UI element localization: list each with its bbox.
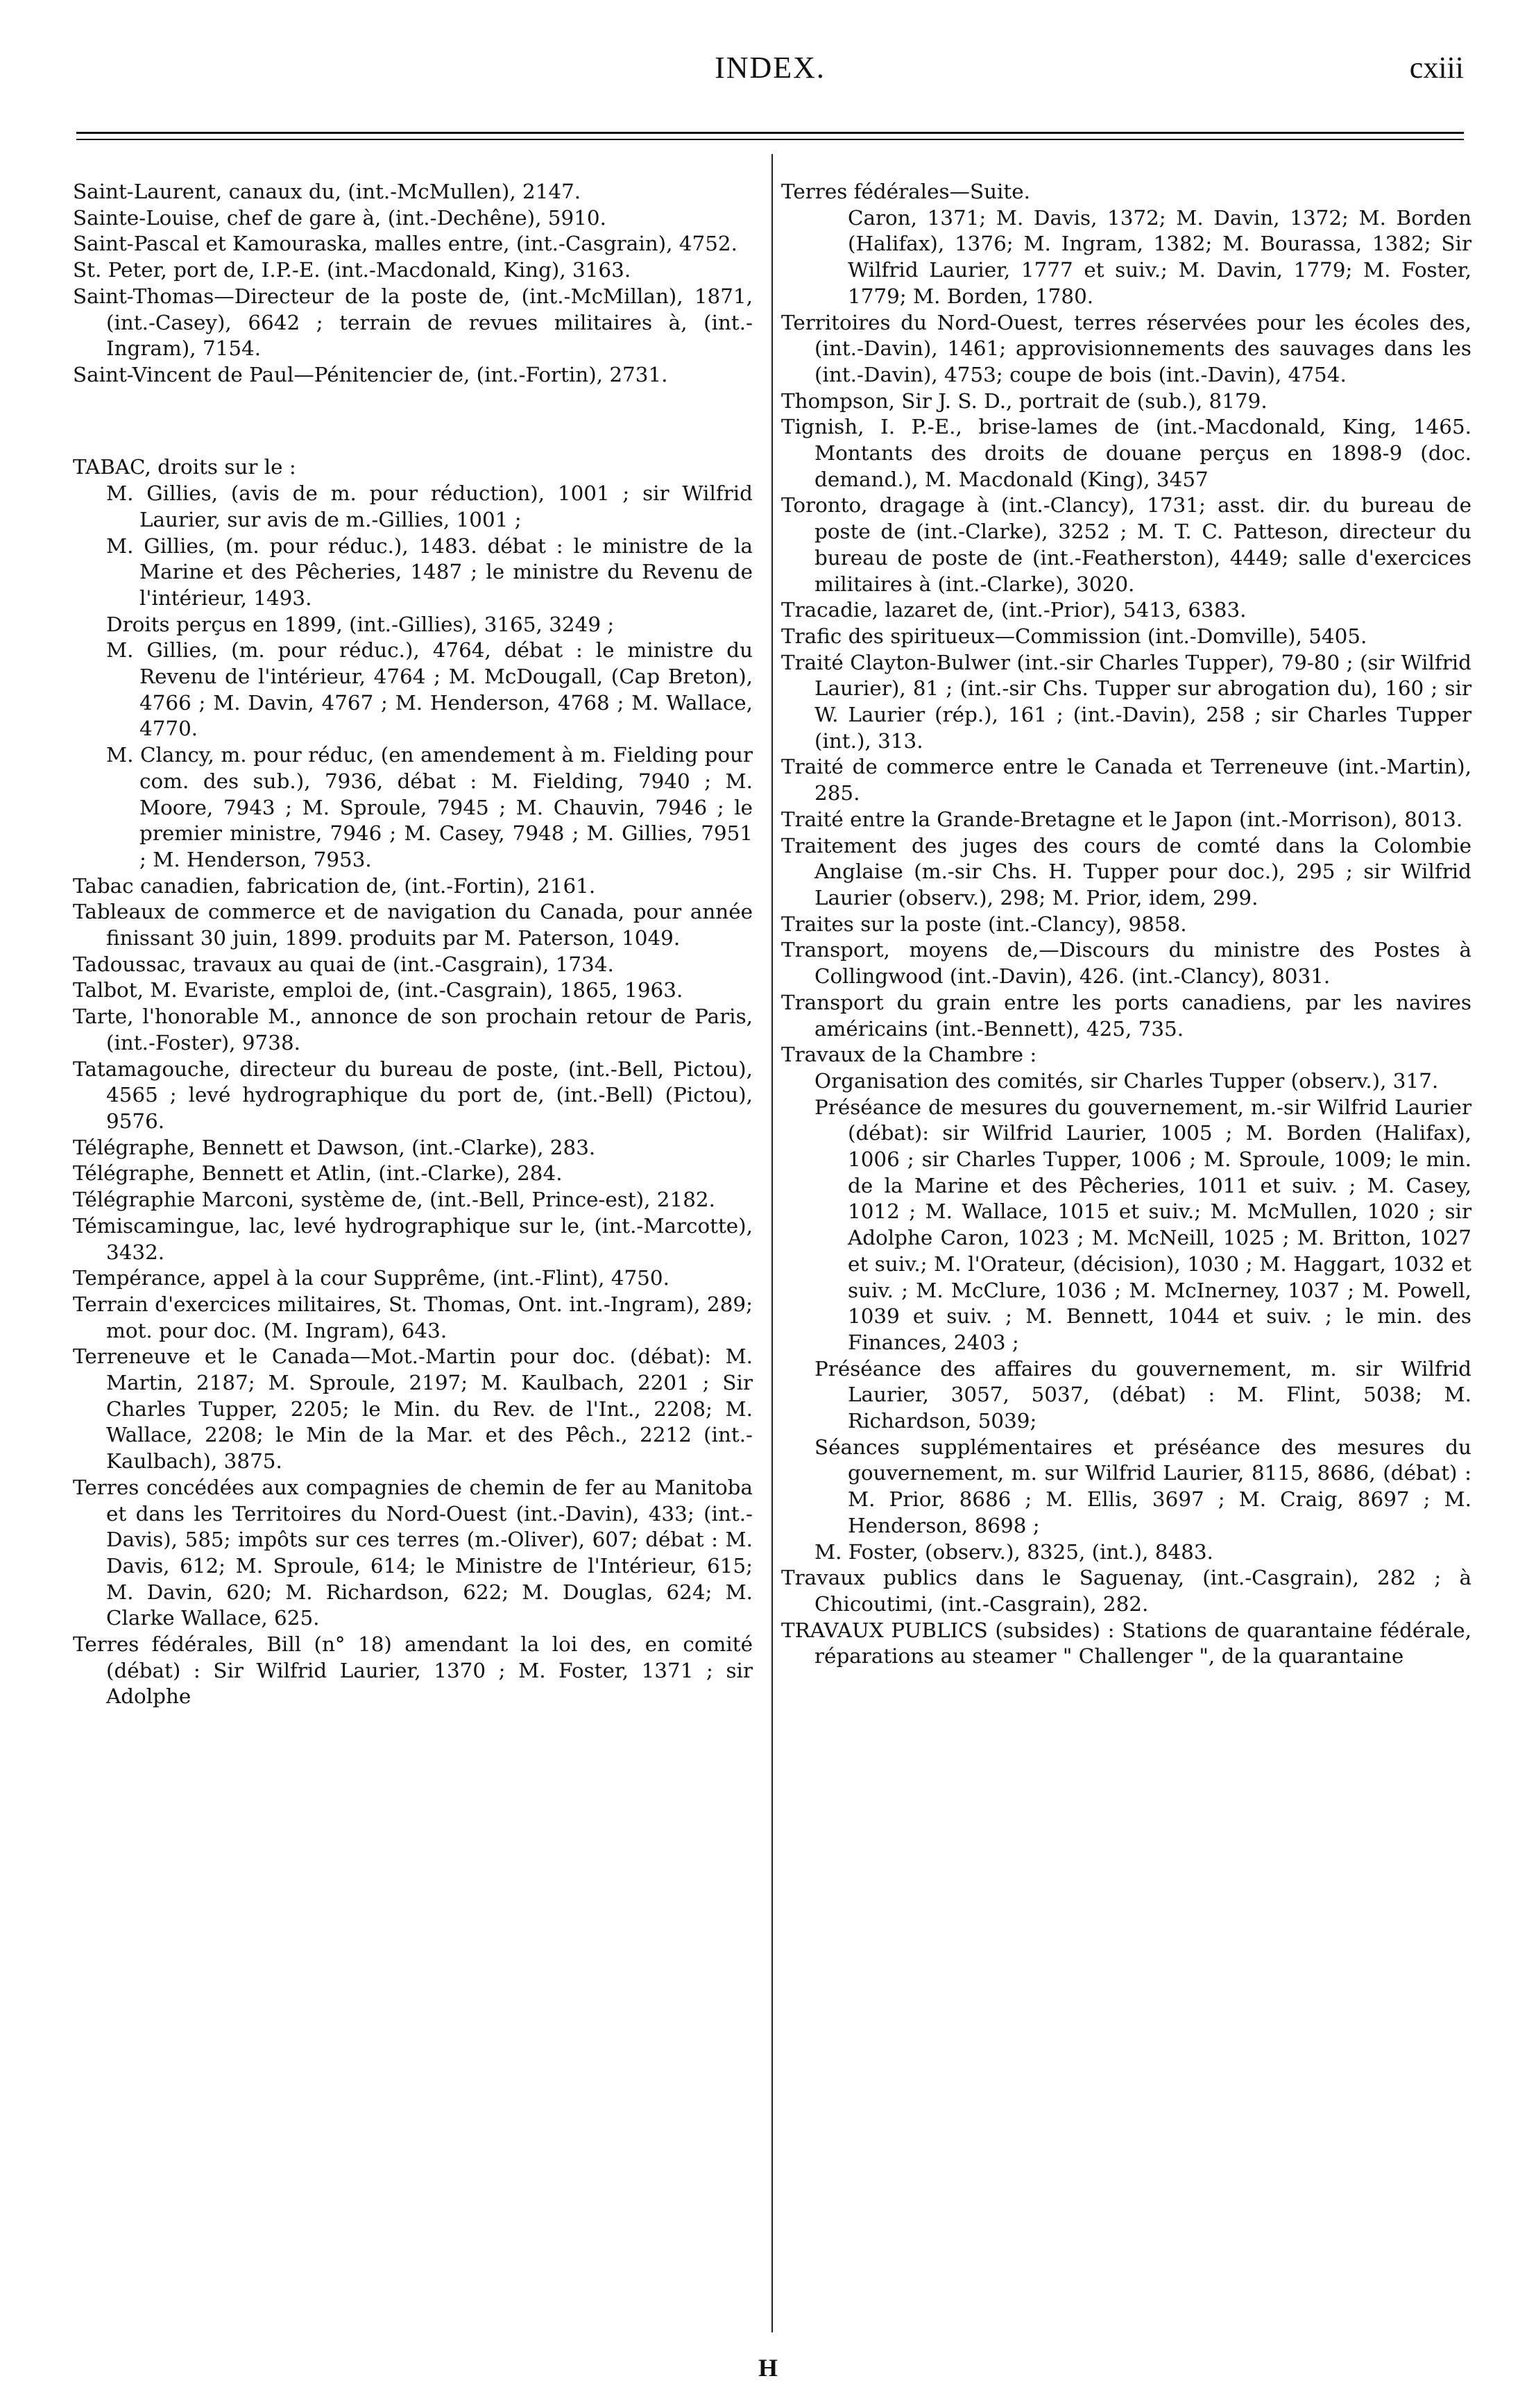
index-entry: Tempérance, appel à la cour Supprême, (int.-Flint), 4750. [73,1266,669,1290]
signature-mark: H [758,2354,778,2382]
index-entry: Préséance de mesures du gouvernement, m.-sir Wilfrid Laurier (débat): sir Wilfrid Laurier, 1005 ; M. Borden (Halifax), 1006 ; sir Charles Tupper, 1006 ; M. Sproule, 1009; le min. de la Marine et des Pêcheries, 1011 et suiv. ; M. Casey, 1012 ; M. Wallace, 1015 et suiv.; M. McMullen, 1020 ; sir Adolphe Caron, 1023 ; M. McNeill, 1025 ; M. Britton, 1027 et suiv.; M. l'Orateur, (décision), 1030 ; M. Haggart, 1032 et suiv. ; M. McClure, 1036 ; M. McInerney, 1037 ; M. Powell, 1039 et suiv. ; M. Bennett, 1044 et suiv. ; le min. des Finances, 2403 ; [814,1095,1471,1354]
index-entry: Saint-Thomas—Directeur de la poste de, (int.-McMillan), 1871, (int.-Casey), 6642 ; terrain de revues militaires à, (int.-Ingram), 7154. [73,284,753,361]
index-entry: TABAC, droits sur le : [73,455,296,479]
index-entry: Sainte-Louise, chef de gare à, (int.-Dechêne), 5910. [73,205,606,230]
index-entry: M. Gillies, (avis de m. pour réduction), 1001 ; sir Wilfrid Laurier, sur avis de m.-Gillies, 1001 ; [106,481,753,531]
index-entry: Tadoussac, travaux au quai de (int.-Casgrain), 1734. [73,952,614,976]
page-header [76,50,1464,105]
index-entry: Tatamagouche, directeur du bureau de poste, (int.-Bell, Pictou), 4565 ; levé hydrographique du port de, (int.-Bell) (Pictou), 9576. [73,1057,753,1133]
index-entry: Thompson, Sir J. S. D., portrait de (sub.), 8179. [781,388,1268,413]
index-entry: Terrain d'exercices militaires, St. Thomas, Ont. int.-Ingram), 289; mot. pour doc. (M. Ingram), 643. [73,1292,753,1342]
index-entry: Transport, moyens de,—Discours du ministre des Postes à Collingwood (int.-Davin), 426. (int.-Clancy), 8031. [781,938,1471,989]
column-divider [771,154,773,2332]
index-entry: Télégraphe, Bennett et Dawson, (int.-Clarke), 283. [73,1135,596,1159]
right-column [781,179,1471,1670]
left-column [73,179,753,1710]
page-number: cxiii [1409,51,1464,85]
index-entry: Traites sur la poste (int.-Clancy), 9858. [781,912,1187,936]
index-entry: Trafic des spiritueux—Commission (int.-Domville), 5405. [781,624,1367,648]
header-rule-top [76,132,1464,134]
index-entry: M. Clancy, m. pour réduc, (en amendement à m. Fielding pour com. des sub.), 7936, débat : M. Fielding, 7940 ; M. Moore, 7943 ; M. Sproule, 7945 ; M. Chauvin, 7946 ; le premier ministre, 7946 ; M. Casey, 7948 ; M. Gillies, 7951 ; M. Henderson, 7953. [106,743,753,871]
index-entry: Saint-Vincent de Paul—Pénitencier de, (int.-Fortin), 2731. [73,362,668,386]
index-entry: Traité Clayton-Bulwer (int.-sir Charles Tupper), 79-80 ; (sir Wilfrid Laurier), 81 ; (int.-sir Chs. Tupper sur abrogation du), 160 ; sir W. Laurier (rép.), 161 ; (int.-Davin), 258 ; sir Charles Tupper (int.), 313. [781,650,1471,753]
index-entry: Talbot, M. Evariste, emploi de, (int.-Casgrain), 1865, 1963. [73,978,683,1002]
index-entry: Traité de commerce entre le Canada et Terreneuve (int.-Martin), 285. [781,755,1471,805]
index-entry: Tignish, I. P.-E., brise-lames de (int.-Macdonald, King, 1465. Montants des droits de douane perçus en 1898-9 (doc. demand.), M. Macdonald (King), 3457 [781,415,1471,491]
index-entry: Traitement des juges des cours de comté dans la Colombie Anglaise (m.-sir Chs. H. Tupper pour doc.), 295 ; sir Wilfrid Laurier (observ.), 298; M. Prior, idem, 299. [781,833,1471,910]
index-entry: Traité entre la Grande-Bretagne et le Japon (int.-Morrison), 8013. [781,807,1463,831]
entry-spacer [73,409,753,434]
index-entry: Territoires du Nord-Ouest, terres réservées pour les écoles des, (int.-Davin), 1461; approvisionnements des sauvages dans les (int.-Davin), 4753; coupe de bois (int.-Davin), 4754. [781,310,1471,386]
index-entry: Tracadie, lazaret de, (int.-Prior), 5413, 6383. [781,598,1247,622]
index-entry: Terres fédérales, Bill (n° 18) amendant la loi des, en comité (débat) : Sir Wilfrid Laurier, 1370 ; M. Foster, 1371 ; sir Adolphe [73,1632,753,1709]
index-entry: Télégraphe, Bennett et Atlin, (int.-Clarke), 284. [73,1161,563,1186]
index-entry: Terres concédées aux compagnies de chemin de fer au Manitoba et dans les Territoires du Nord-Ouest (int.-Davin), 433; (int.-Davis), 585; impôts sur ces terres (m.-Oliver), 607; débat : M. Davis, 612; M. Sproule, 614; le Ministre de l'Intérieur, 615; M. Davin, 620; M. Richardson, 622; M. Douglas, 624; M. Clarke Wallace, 625. [73,1475,753,1630]
index-entry: Terres fédérales—Suite. [781,180,1030,203]
index-entry: Toronto, dragage à (int.-Clancy), 1731; asst. dir. du bureau de poste de (int.-Clarke), 3252 ; M. T. C. Patteson, directeur du bureau de poste de (int.-Featherston), 4449; salle d'exercices militaires à (int.-Clarke), 3020. [781,493,1471,596]
index-entry: Séances supplémentaires et préséance des mesures du gouvernement, m. sur Wilfrid Laurier, 8115, 8686, (débat) : M. Prior, 8686 ; M. Ellis, 3697 ; M. Craig, 8697 ; M. Henderson, 8698 ; [814,1435,1471,1537]
index-entry: Témiscamingue, lac, levé hydrographique sur le, (int.-Marcotte), 3432. [73,1213,753,1264]
index-entry: Travaux de la Chambre : [781,1043,1037,1067]
index-entry: Préséance des affaires du gouvernement, m. sir Wilfrid Laurier, 3057, 5037, (débat) : M. Flint, 5038; M. Richardson, 5039; [814,1356,1471,1433]
index-entry: Tabac canadien, fabrication de, (int.-Fortin), 2161. [73,873,596,898]
index-entry: Caron, 1371; M. Davis, 1372; M. Davin, 1372; M. Borden (Halifax), 1376; M. Ingram, 1382; M. Bourassa, 1382; Sir Wilfrid Laurier, 1777 et suiv.; M. Davin, 1779; M. Foster, 1779; M. Borden, 1780. [848,205,1471,308]
index-entry: M. Gillies, (m. pour réduc.), 4764, débat : le ministre du Revenu de l'intérieur, 4764 ; M. McDougall, (Cap Breton), 4766 ; M. Davin, 4767 ; M. Henderson, 4768 ; M. Wallace, 4770. [106,638,753,741]
index-entry: M. Gillies, (m. pour réduc.), 1483. débat : le ministre de la Marine et des Pêcheries, 1487 ; le ministre du Revenu de l'intérieur, 1493. [106,533,753,610]
index-entry: Droits perçus en 1899, (int.-Gillies), 3165, 3249 ; [106,612,615,636]
index-entry: Travaux publics dans le Saguenay, (int.-Casgrain), 282 ; à Chicoutimi, (int.-Casgrain), 282. [781,1566,1471,1616]
index-entry: St. Peter, port de, I.P.-E. (int.-Macdonald, King), 3163. [73,258,631,282]
index-entry: Saint-Laurent, canaux du, (int.-McMullen), 2147. [73,180,581,203]
index-entry: TRAVAUX PUBLICS (subsides) : Stations de quarantaine fédérale, réparations au steamer " Challenger ", de la quarantaine [781,1618,1471,1668]
index-entry: Tableaux de commerce et de navigation du Canada, pour année finissant 30 juin, 1899. produits par M. Paterson, 1049. [73,900,753,950]
index-entry: Terreneuve et le Canada—Mot.-Martin pour doc. (débat): M. Martin, 2187; M. Sproule, 2197; M. Kaulbach, 2201 ; Sir Charles Tupper, 2205; le Min. du Rev. de l'Int., 2208; M. Wallace, 2208; le Min de la Mar. et des Pêch., 2212 (int.-Kaulbach), 3875. [73,1344,753,1474]
header-rule-bottom [76,139,1464,140]
index-entry: Saint-Pascal et Kamouraska, malles entre, (int.-Casgrain), 4752. [73,232,737,256]
index-entry: M. Foster, (observ.), 8325, (int.), 8483. [814,1539,1213,1564]
index-entry: Télégraphie Marconi, système de, (int.-Bell, Prince-est), 2182. [73,1188,715,1212]
index-entry: Organisation des comités, sir Charles Tupper (observ.), 317. [814,1068,1439,1093]
page-title: INDEX. [715,51,826,85]
index-entry: Tarte, l'honorable M., annonce de son prochain retour de Paris, (int.-Foster), 9738. [73,1005,753,1054]
index-entry: Transport du grain entre les ports canadiens, par les navires américains (int.-Bennett), 425, 735. [781,990,1471,1041]
